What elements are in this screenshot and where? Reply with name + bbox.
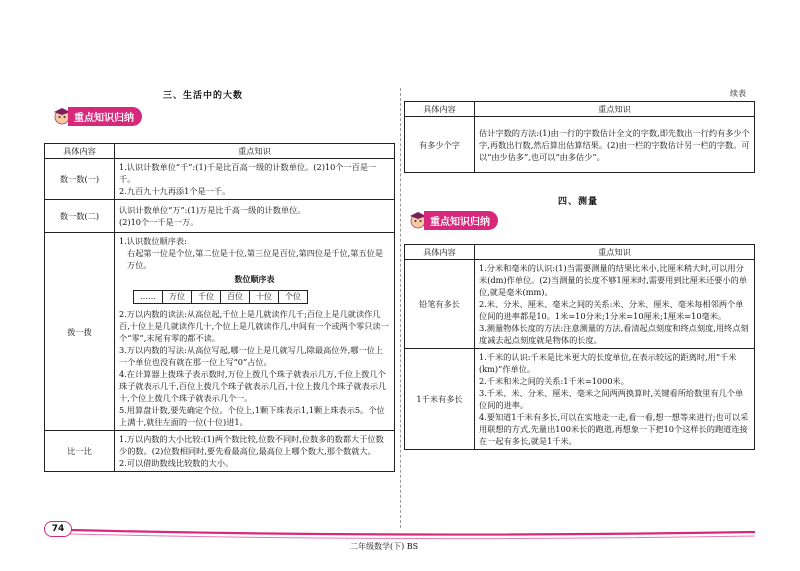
- row-knowledge: [115, 159, 395, 200]
- knowledge-line: 认识计数单位“万”:(1)万是比千高一级的计数单位。: [119, 205, 306, 215]
- header-knowledge: 重点知识: [475, 102, 755, 117]
- knowledge-line: 1.万以内数的大小比较:(1)两个数比较,位数不同时,位数多的数都大于位数少的数。(2)位数相同时,要先看最高位,最高位上哪个数大,那个数就大。: [119, 434, 384, 456]
- continued-label: 续表: [730, 89, 746, 98]
- table-row: [45, 159, 395, 200]
- page-fold-divider: [400, 88, 401, 528]
- header-knowledge: 重点知识: [475, 245, 755, 260]
- knowledge-line: (2)10个一千是一万。: [119, 217, 199, 227]
- row-knowledge: [115, 431, 395, 472]
- row-knowledge: 估计字数的方法:(1)由一行的字数估计全文的字数,即先数出一行约有多少个字,再数出行数,然后算出估算结果。(2)由一栏的字数估计另一栏的字数。可以“由少估多”,也可以“由多估少”。: [475, 117, 755, 173]
- knowledge-line: 1.分米和毫米的认识:(1)当需要测量的结果比米小,比厘米稍大时,可以用分米(dm)作单位。(2)当测量的长度不够1厘米时,需要用到比厘米还要小的单位,就是毫米(mm)。: [479, 263, 748, 297]
- knowledge-line: 4.要知道1千米有多长,可以在实地走一走,看一看,想一想等来进行;也可以采用联想的方式,先量出100米长的跑道,再想象一下把10个这样长的跑道连接在一起有多长,就是1千米。: [479, 412, 749, 446]
- row-name: 有多少个字: [405, 117, 475, 173]
- book-title: 二年级数学(下) BS: [350, 542, 419, 551]
- order-table-caption: 数位顺序表: [234, 275, 275, 284]
- table-row: [405, 260, 755, 349]
- knowledge-line: 4.在计算器上拨珠子表示数时,万位上拨几个珠子就表示几万,千位上拨几个珠子就表示几千,百位上拨几个珠子就表示几百,十位上拨几个珠子就表示几十,个位上拨几个珠子就表示几个一。: [119, 369, 387, 403]
- row-knowledge: [475, 349, 755, 450]
- knowledge-line: 5.用算盘计数,要先确定个位。个位上,1颗下珠表示1,1颗上珠表示5。个位上满十,就往左面的一位(十位)进1。: [119, 405, 385, 427]
- table-row: [45, 200, 395, 233]
- knowledge-line: 2.九百九十九再添1个是一千。: [119, 186, 231, 196]
- right-table: [404, 244, 755, 450]
- right-section-title: 四、测量: [558, 197, 599, 207]
- place-value-table: [133, 290, 308, 304]
- left-badge: [52, 106, 142, 126]
- row-name: 1千米有多长: [405, 349, 475, 450]
- table-header-row: [405, 245, 755, 260]
- table-row: [405, 349, 755, 450]
- row-name: 铅笔有多长: [405, 260, 475, 349]
- table-row: [45, 233, 395, 431]
- place-cell: 百位: [221, 291, 250, 304]
- knowledge-line: 右起第一位是个位,第二位是十位,第三位是百位,第四位是千位,第五位是万位。: [127, 248, 384, 270]
- knowledge-line: 3.万以内数的写法:从高位写起,哪一位上是几就写几,除最高位外,哪一位上一个单位也没有就在那一位上写“0”占位。: [119, 345, 384, 367]
- table-header-row: [405, 102, 755, 117]
- row-name: 拨一拨: [45, 233, 115, 431]
- right-badge: [408, 210, 498, 230]
- header-content: 具体内容: [405, 102, 475, 117]
- row-name: 比一比: [45, 431, 115, 472]
- place-cell: 千位: [192, 291, 221, 304]
- left-table: [44, 143, 395, 472]
- knowledge-line: 3.千米、米、分米、厘米、毫米之间两两换算时,关键看所给数里有几个单位间的进率。: [479, 388, 744, 410]
- row-name: 数一数(一): [45, 159, 115, 200]
- knowledge-line: 2.千米和米之间的关系:1千米=1000米。: [479, 376, 629, 386]
- table-row: [45, 431, 395, 472]
- header-content: 具体内容: [45, 144, 115, 159]
- knowledge-line: 1.认识数位顺序表:: [119, 236, 187, 246]
- place-cell: 个位: [279, 291, 308, 304]
- knowledge-line: 1.千米的认识:千米是比米更大的长度单位,在表示较远的距离时,用“千米(km)”作单位。: [479, 352, 737, 374]
- header-knowledge: 重点知识: [115, 144, 395, 159]
- row-knowledge: [115, 200, 395, 233]
- row-knowledge: [115, 233, 395, 431]
- place-cell: 十位: [250, 291, 279, 304]
- knowledge-line: 1.认识计数单位“千”:(1)千是比百高一级的计数单位。(2)10个一百是一千。: [119, 162, 377, 184]
- table-header-row: [45, 144, 395, 159]
- left-section-title: 三、生活中的大数: [163, 91, 244, 101]
- knowledge-line: 3.测量物体长度的方法:注意测量的方法,看清起点刻度和终点刻度,用终点刻度减去起点刻度就是物体的长度。: [479, 323, 749, 345]
- row-knowledge: [475, 260, 755, 349]
- left-badge-label: 重点知识归纳: [68, 107, 142, 126]
- place-cell: 万位: [163, 291, 192, 304]
- table-row: [405, 117, 755, 173]
- knowledge-line: 2.可以借助数线比较数的大小。: [119, 458, 234, 468]
- right-top-table: [404, 101, 755, 173]
- header-content: 具体内容: [405, 245, 475, 260]
- knowledge-line: 2.万以内数的读法:从高位起,千位上是几就读作几千;百位上是几就读作几百,十位上是几就读作几十,个位上是几就读作几,中间有一个或两个零只读一个“零”,末尾有零的都不读。: [119, 309, 389, 343]
- place-cell: ……: [134, 291, 163, 304]
- page-number: 74: [44, 521, 72, 537]
- knowledge-line: 2.米、分米、厘米、毫米之间的关系:米、分米、厘米、毫米每相邻两个单位间的进率都是10。1米=10分米;1分米=10厘米;1厘米=10毫米。: [479, 299, 744, 321]
- right-badge-label: 重点知识归纳: [424, 211, 498, 230]
- row-name: 数一数(二): [45, 200, 115, 233]
